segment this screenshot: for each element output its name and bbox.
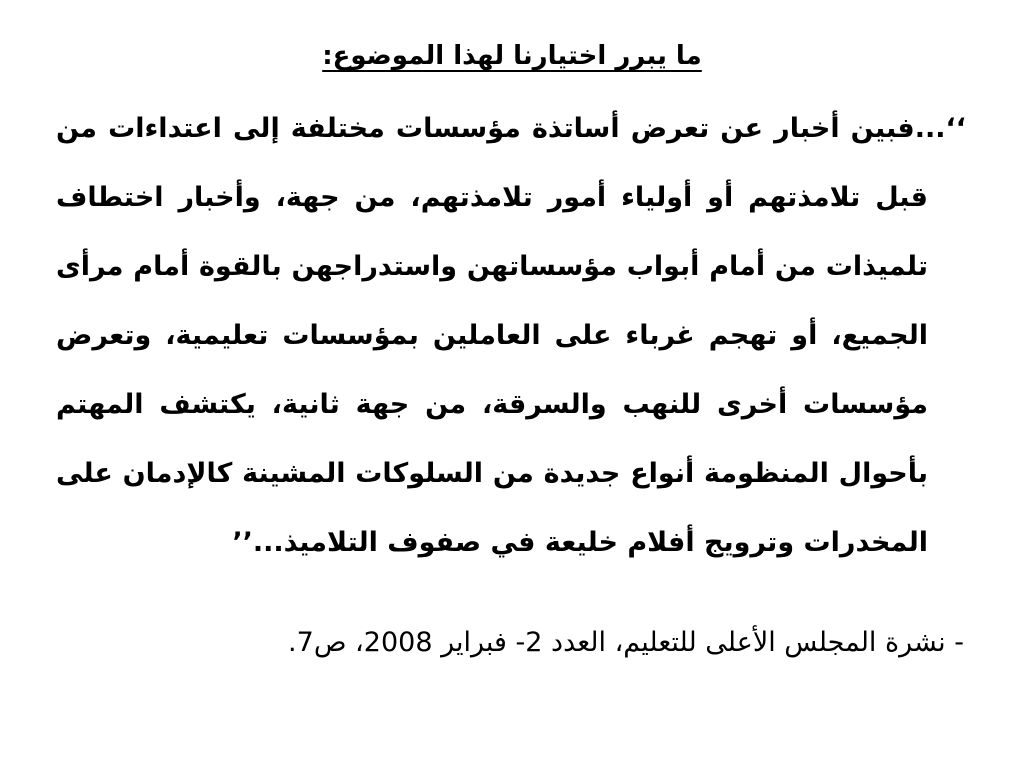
- quote-line: الجميع، أو تهجم غرباء على العاملين بمؤسسات تعليمية، وتعرض: [56, 320, 928, 351]
- quote-line: مؤسسات أخرى للنهب والسرقة، من جهة ثانية، يكتشف المهتم: [56, 389, 928, 420]
- quote-line: بأحوال المنظومة أنواع جديدة من السلوكات المشينة كالإدمان على: [56, 458, 928, 489]
- slide-title: [0, 36, 1024, 76]
- quote-block: [56, 94, 966, 577]
- slide-title-text: ما يبرر اختيارنا لهذا الموضوع:: [322, 41, 702, 71]
- quote-line: قبل تلامذتهم أو أولياء أمور تلامذتهم، من جهة، وأخبار اختطاف: [56, 182, 928, 213]
- source-citation: - نشرة المجلس الأعلى للتعليم، العدد 2- فبراير 2008، ص7.: [288, 627, 964, 658]
- quote-line: تلميذات من أمام أبواب مؤسساتهن واستدراجهن بالقوة أمام مرأى: [56, 251, 928, 282]
- quote-line: المخدرات وترويج أفلام خليعة في صفوف التلاميذ...’’: [232, 527, 928, 558]
- quote-line: ‘‘...فبين أخبار عن تعرض أساتذة مؤسسات مختلفة إلى اعتداءات من: [56, 113, 966, 144]
